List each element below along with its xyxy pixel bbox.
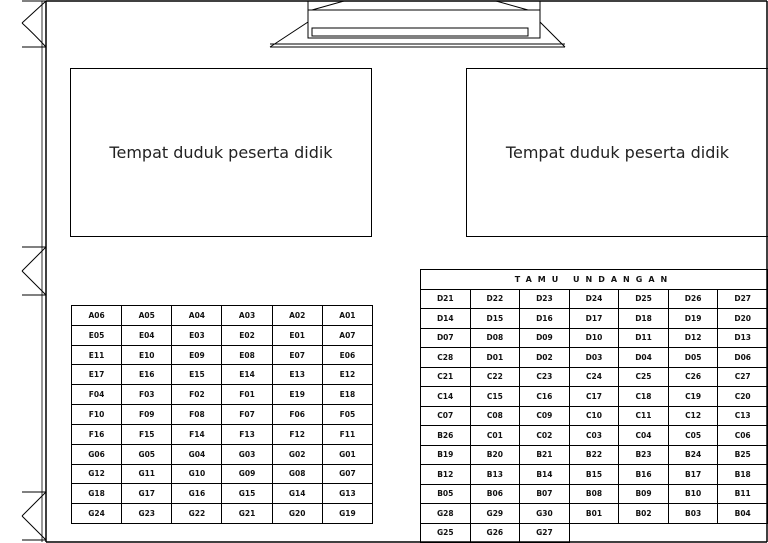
seat-cell: F06 <box>272 405 322 425</box>
seat-cell: D16 <box>520 309 570 329</box>
seat-cell: C26 <box>668 367 718 387</box>
seat-cell: F15 <box>122 424 172 444</box>
seat-row <box>421 387 768 407</box>
seat-cell: D20 <box>718 309 768 329</box>
seat-cell: G22 <box>172 504 222 524</box>
seat-cell: F01 <box>222 385 272 405</box>
seat-row <box>72 345 373 365</box>
seat-cell: C14 <box>421 387 471 407</box>
seat-cell: E17 <box>72 365 122 385</box>
seat-row <box>72 504 373 524</box>
seat-cell: A03 <box>222 306 272 326</box>
seat-cell: F12 <box>272 424 322 444</box>
seat-cell: B16 <box>619 465 669 485</box>
seat-cell: B07 <box>520 484 570 504</box>
seat-cell: C10 <box>569 406 619 426</box>
student-area-right <box>466 68 768 237</box>
seat-cell: C22 <box>470 367 520 387</box>
seat-cell: E06 <box>322 345 372 365</box>
seat-cell: B02 <box>619 504 669 524</box>
seat-cell: G28 <box>421 504 471 524</box>
seat-cell: B17 <box>668 465 718 485</box>
seat-cell: G29 <box>470 504 520 524</box>
seat-cell: D26 <box>668 289 718 309</box>
guest-title-row <box>421 270 768 290</box>
seat-cell: G05 <box>122 444 172 464</box>
seat-cell: C18 <box>619 387 669 407</box>
seat-cell: C12 <box>668 406 718 426</box>
seat-cell: B18 <box>718 465 768 485</box>
seat-cell: D02 <box>520 348 570 368</box>
seat-cell: C07 <box>421 406 471 426</box>
seat-cell: C06 <box>718 426 768 446</box>
seat-cell: D08 <box>470 328 520 348</box>
seat-row <box>421 406 768 426</box>
seat-cell: G27 <box>520 523 570 543</box>
seat-cell: E13 <box>272 365 322 385</box>
seat-cell: G19 <box>322 504 372 524</box>
seat-cell: D23 <box>520 289 570 309</box>
seat-cell: D24 <box>569 289 619 309</box>
seat-cell: G08 <box>272 464 322 484</box>
seat-cell: E05 <box>72 325 122 345</box>
seat-row <box>421 445 768 465</box>
seat-row <box>72 385 373 405</box>
seat-cell: G02 <box>272 444 322 464</box>
seat-cell: D03 <box>569 348 619 368</box>
seat-cell: B22 <box>569 445 619 465</box>
guest-seating-table <box>420 269 768 543</box>
seat-cell: D10 <box>569 328 619 348</box>
seat-cell: D01 <box>470 348 520 368</box>
seat-cell: B13 <box>470 465 520 485</box>
seat-cell: D07 <box>421 328 471 348</box>
seat-cell: C19 <box>668 387 718 407</box>
seat-row <box>421 465 768 485</box>
seat-cell: C08 <box>470 406 520 426</box>
seat-cell: C13 <box>718 406 768 426</box>
seat-cell: B20 <box>470 445 520 465</box>
seat-cell: C03 <box>569 426 619 446</box>
seat-cell: E16 <box>122 365 172 385</box>
seat-cell: G24 <box>72 504 122 524</box>
seat-cell: E11 <box>72 345 122 365</box>
door-middle-icon <box>22 247 46 295</box>
seat-cell: B06 <box>470 484 520 504</box>
seat-cell: F11 <box>322 424 372 444</box>
left-seating-table <box>71 305 373 524</box>
seat-row <box>72 405 373 425</box>
seat-cell: B12 <box>421 465 471 485</box>
door-bottom-icon <box>22 492 46 540</box>
seat-cell: G18 <box>72 484 122 504</box>
seat-cell: C05 <box>668 426 718 446</box>
seat-cell: B23 <box>619 445 669 465</box>
seat-row <box>72 424 373 444</box>
seat-row <box>72 325 373 345</box>
student-area-left <box>70 68 372 237</box>
seat-cell: C20 <box>718 387 768 407</box>
stage-icon <box>270 1 565 47</box>
seat-cell: B15 <box>569 465 619 485</box>
seat-cell: D12 <box>668 328 718 348</box>
seat-cell: G21 <box>222 504 272 524</box>
seat-cell: D05 <box>668 348 718 368</box>
seat-cell: B24 <box>668 445 718 465</box>
seat-cell: B14 <box>520 465 570 485</box>
seat-cell: G23 <box>122 504 172 524</box>
seat-cell: G06 <box>72 444 122 464</box>
seat-cell: E09 <box>172 345 222 365</box>
seat-row <box>421 348 768 368</box>
seat-cell: G20 <box>272 504 322 524</box>
seat-cell: G30 <box>520 504 570 524</box>
seat-cell: A02 <box>272 306 322 326</box>
seat-cell: G04 <box>172 444 222 464</box>
seat-cell: C15 <box>470 387 520 407</box>
seat-cell: E15 <box>172 365 222 385</box>
seat-cell: G11 <box>122 464 172 484</box>
seat-cell: D14 <box>421 309 471 329</box>
seat-cell: D27 <box>718 289 768 309</box>
seat-cell: G07 <box>322 464 372 484</box>
seat-cell: F10 <box>72 405 122 425</box>
seat-cell: F05 <box>322 405 372 425</box>
seat-cell: B03 <box>668 504 718 524</box>
empty-space <box>569 523 767 543</box>
student-area-right-label: Tempat duduk peserta didik <box>505 143 730 162</box>
seat-cell: E04 <box>122 325 172 345</box>
door-top-icon <box>22 1 46 47</box>
seat-cell: E08 <box>222 345 272 365</box>
seat-cell: E03 <box>172 325 222 345</box>
seat-cell: G26 <box>470 523 520 543</box>
seat-cell: G14 <box>272 484 322 504</box>
seat-row <box>421 484 768 504</box>
seat-cell: B01 <box>569 504 619 524</box>
seat-cell: D09 <box>520 328 570 348</box>
seat-cell: B19 <box>421 445 471 465</box>
seat-cell: D04 <box>619 348 669 368</box>
seat-cell: A05 <box>122 306 172 326</box>
seat-cell: G03 <box>222 444 272 464</box>
seat-cell: G09 <box>222 464 272 484</box>
seat-cell: E07 <box>272 345 322 365</box>
seat-cell: G16 <box>172 484 222 504</box>
seat-cell: D17 <box>569 309 619 329</box>
seat-cell: F14 <box>172 424 222 444</box>
seat-cell: C23 <box>520 367 570 387</box>
seat-cell: C04 <box>619 426 669 446</box>
seat-cell: C16 <box>520 387 570 407</box>
seat-row <box>421 426 768 446</box>
seat-cell: E18 <box>322 385 372 405</box>
seat-cell: C21 <box>421 367 471 387</box>
seat-cell: G01 <box>322 444 372 464</box>
seat-cell: G13 <box>322 484 372 504</box>
seat-cell: F16 <box>72 424 122 444</box>
seat-cell: A07 <box>322 325 372 345</box>
seat-cell: B26 <box>421 426 471 446</box>
seat-cell: F13 <box>222 424 272 444</box>
seat-cell: A06 <box>72 306 122 326</box>
seat-cell: E10 <box>122 345 172 365</box>
seat-cell: E02 <box>222 325 272 345</box>
seat-cell: D11 <box>619 328 669 348</box>
seat-cell: C11 <box>619 406 669 426</box>
seat-cell: B25 <box>718 445 768 465</box>
seat-cell: F04 <box>72 385 122 405</box>
seat-cell: E14 <box>222 365 272 385</box>
seat-row <box>421 504 768 524</box>
seat-cell: F09 <box>122 405 172 425</box>
seat-row <box>72 306 373 326</box>
seat-cell: G12 <box>72 464 122 484</box>
seat-row <box>421 289 768 309</box>
seat-row <box>421 328 768 348</box>
seat-cell: G25 <box>421 523 471 543</box>
seat-cell: B11 <box>718 484 768 504</box>
seat-cell: D25 <box>619 289 669 309</box>
seat-cell: C28 <box>421 348 471 368</box>
seat-cell: G15 <box>222 484 272 504</box>
seat-cell: E01 <box>272 325 322 345</box>
seat-cell: E12 <box>322 365 372 385</box>
guest-section-title: TAMU UNDANGAN <box>421 270 768 290</box>
seat-row <box>421 367 768 387</box>
seat-cell: B08 <box>569 484 619 504</box>
seat-cell: C24 <box>569 367 619 387</box>
seat-row <box>421 523 768 543</box>
seat-cell: D19 <box>668 309 718 329</box>
seat-cell: B10 <box>668 484 718 504</box>
seat-cell: D22 <box>470 289 520 309</box>
student-area-left-label: Tempat duduk peserta didik <box>109 143 333 162</box>
seat-cell: C27 <box>718 367 768 387</box>
seat-cell: C09 <box>520 406 570 426</box>
seat-cell: B04 <box>718 504 768 524</box>
seat-row <box>72 464 373 484</box>
seat-cell: F07 <box>222 405 272 425</box>
seat-row <box>72 444 373 464</box>
seat-cell: G17 <box>122 484 172 504</box>
seat-cell: C25 <box>619 367 669 387</box>
seat-cell: E19 <box>272 385 322 405</box>
seat-cell: A01 <box>322 306 372 326</box>
seat-cell: D21 <box>421 289 471 309</box>
seat-cell: F03 <box>122 385 172 405</box>
seat-cell: G10 <box>172 464 222 484</box>
seat-cell: B05 <box>421 484 471 504</box>
seat-cell: D13 <box>718 328 768 348</box>
seat-cell: B09 <box>619 484 669 504</box>
seat-row <box>72 365 373 385</box>
seat-cell: D18 <box>619 309 669 329</box>
seat-cell: A04 <box>172 306 222 326</box>
seat-cell: D06 <box>718 348 768 368</box>
seat-cell: F02 <box>172 385 222 405</box>
seat-cell: C02 <box>520 426 570 446</box>
seat-cell: C17 <box>569 387 619 407</box>
seat-cell: F08 <box>172 405 222 425</box>
seat-cell: B21 <box>520 445 570 465</box>
seat-cell: D15 <box>470 309 520 329</box>
seat-row <box>421 309 768 329</box>
seat-row <box>72 484 373 504</box>
seat-cell: C01 <box>470 426 520 446</box>
